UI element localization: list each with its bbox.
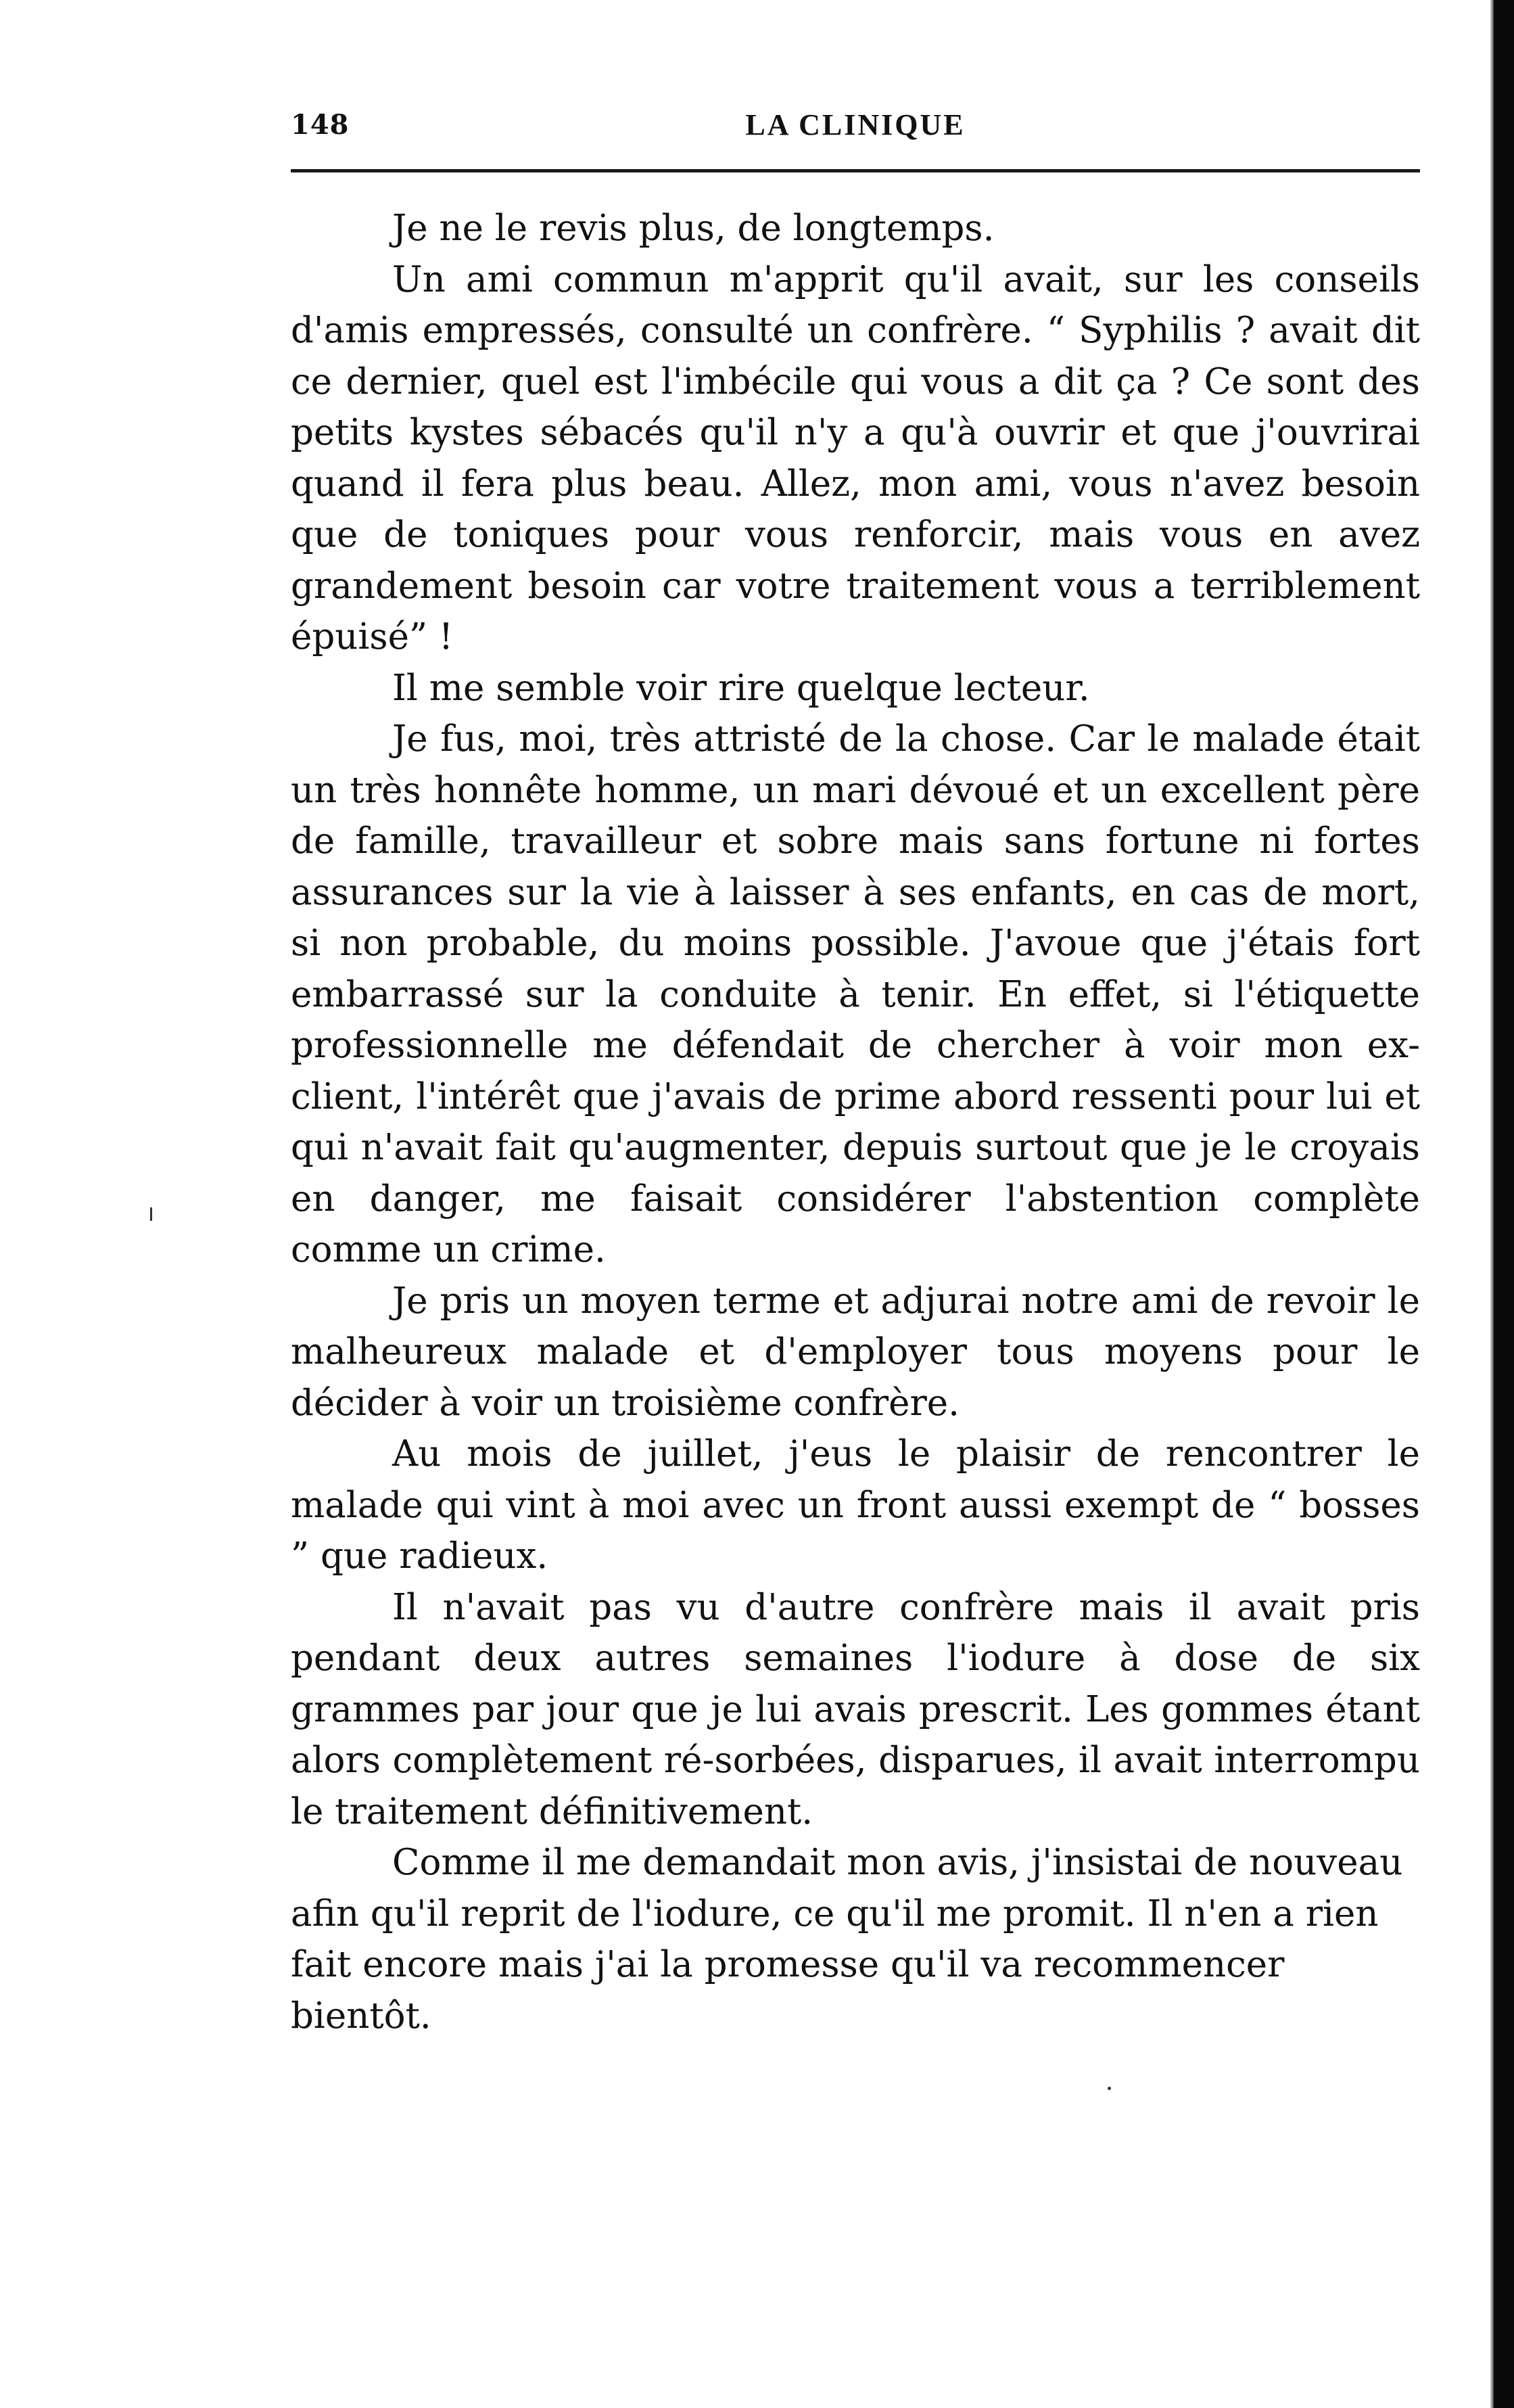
running-title: LA CLINIQUE [745,108,966,141]
paragraph: Il n'avait pas vu d'autre confrère mais il avait pris pendant deux autres semaines l'iodure à dose de six grammes par jour que je lui avais prescrit. Les gommes étant alors complètement ré-sorbées, disparues, il avait interrompu le traitement définitivement. [291,1586,1420,1832]
paragraph: Je fus, moi, très attristé de la chose. Car le malade était un très honnête homme, un mari dévoué et un excellent père de famille, travailleur et sobre mais sans fortune ni fortes assurances sur la vie à laisser à ses enfants, en cas de mort, si non probable, du moins possible. J'avoue que j'étais fort embarrassé sur la conduite à tenir. En effet, si l'étiquette professionnelle me défendait de chercher à voir mon ex-client, l'intérêt que j'avais de prime abord ressenti pour lui et qui n'avait fait qu'augmenter, depuis surtout que je le croyais en danger, me faisait considérer l'abstention complète comme un crime. [291,718,1420,1270]
body-text [291,203,1420,2041]
ink-dot [1108,2087,1111,2090]
paragraph: Au mois de juillet, j'eus le plaisir de rencontrer le malade qui vint à moi avec un front aussi exempt de “ bosses ” que radieux. [291,1433,1420,1577]
header-rule [291,169,1420,172]
margin-mark [150,1207,152,1221]
scan-border [1494,0,1514,2408]
paragraph: Comme il me demandait mon avis, j'insistai de nouveau afin qu'il reprit de l'iodure, ce qu'il me promit. Il n'en a rien fait encore mais j'ai la promesse qu'il va recommencer bientôt. [291,1842,1403,2037]
paragraph: Je ne le revis plus, de longtemps. [392,208,995,249]
page-number: 148 [291,109,350,141]
page-header [291,101,1420,149]
paragraph: Je pris un moyen terme et adjurai notre ami de revoir le malheureux malade et d'employer tous moyens pour le décider à voir un troisième confrère. [291,1280,1420,1424]
paragraph: Il me semble voir rire quelque lecteur. [392,667,1090,709]
paragraph: Un ami commun m'apprit qu'il avait, sur les conseils d'amis empressés, consulté un confrère. “ Syphilis ? avait dit ce dernier, quel est l'imbécile qui vous a dit ça ? Ce sont des petits kystes sébacés qu'il n'y a qu'à ouvrir et que j'ouvrirai quand il fera plus beau. Allez, mon ami, vous n'avez besoin que de toniques pour vous renforcir, mais vous en avez grandement besoin car votre traitement vous a terriblement épuisé” ! [291,258,1420,657]
